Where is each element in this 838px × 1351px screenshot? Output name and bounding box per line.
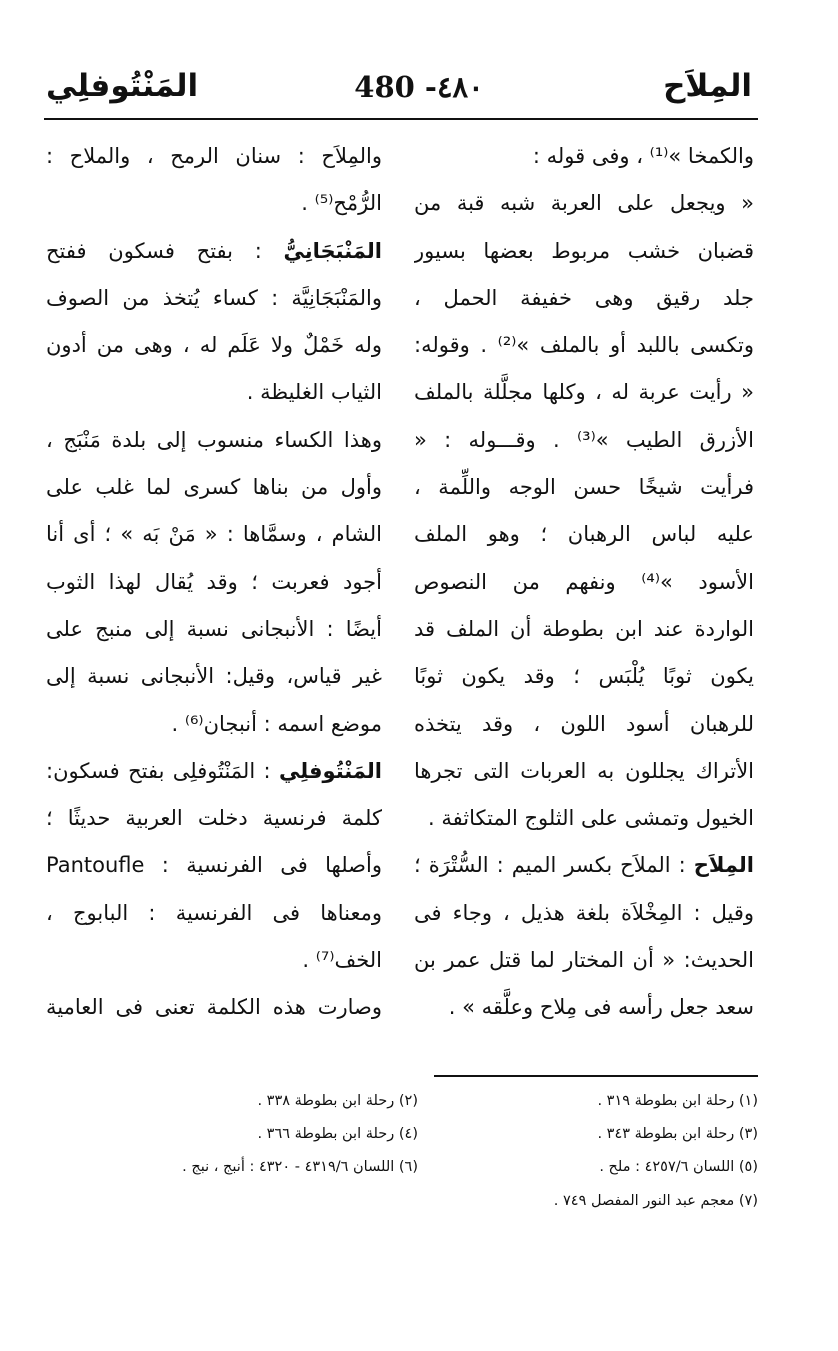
line-text: : الملاَح بكسر الميم : السُّتْرَة ؛ <box>414 853 694 878</box>
line-text: ومعناها فى الفرنسية : البابوج ، <box>46 900 382 925</box>
footnote-2: (٢) رحلة ابن بطوطة ٣٣٨ . <box>257 1093 418 1109</box>
line-text: موضع اسمه : أنبجان⁽⁶⁾ . <box>171 711 382 736</box>
page-number: 480 -٤٨٠ <box>354 70 484 104</box>
footnote-1: (١) رحلة ابن بطوطة ٣١٩ . <box>597 1093 758 1109</box>
line-text: الخف⁽⁷⁾ . <box>302 948 382 973</box>
text-line <box>46 322 382 369</box>
line-text: وصارت هذه الكلمة تعنى فى العامية <box>46 995 382 1020</box>
text-line <box>46 890 382 937</box>
line-text: الأزرق الطيب »⁽³⁾ . وقـــوله : « <box>414 427 754 452</box>
text-line <box>46 369 382 416</box>
line-text: كلمة فرنسية دخلت العربية حديثًا ؛ <box>46 806 382 831</box>
footnote-7: (٧) معجم عبد النور المفصل ٧٤٩ . <box>553 1193 758 1209</box>
text-line <box>46 559 382 606</box>
text-line <box>414 984 754 1031</box>
text-line <box>414 133 754 180</box>
text-line <box>414 890 754 937</box>
line-text: الشام ، وسمَّاها : « مَنْ بَه » ؛ أى أنا <box>46 522 382 547</box>
text-line <box>414 180 754 227</box>
text-line <box>414 842 754 889</box>
line-text: وتكسى باللبد أو بالملف »⁽²⁾ . وقوله: <box>414 333 754 358</box>
entry-headword: المَنْبَجَانِيُّ <box>283 238 382 263</box>
line-text: الخيول وتمشى على الثلوج المتكاثفة . <box>428 806 754 831</box>
line-text: الأتراك يجللون به العربات التى تجرها <box>414 758 754 783</box>
line-text: وأول من بناها كسرى لما غلب على <box>46 475 382 500</box>
text-line <box>414 322 754 369</box>
text-line <box>46 133 382 180</box>
text-line <box>46 417 382 464</box>
line-text: الرُّمْح⁽⁵⁾ . <box>301 191 382 216</box>
line-text: قضبان خشب مربوط بعضها بسيور <box>414 238 754 263</box>
line-text: والمَنْبَجَانِيَّة : كساء يُتخذ من الصوف <box>46 285 382 310</box>
text-column-left <box>46 133 382 1032</box>
footnote-4: (٤) رحلة ابن بطوطة ٣٦٦ . <box>257 1126 418 1142</box>
line-text: وقيل : المِخْلاَة بلغة هذيل ، وجاء فى <box>414 900 754 925</box>
entry-headword: المَنْتُوفلِي <box>278 758 382 783</box>
text-line <box>46 653 382 700</box>
header-rule <box>44 118 758 120</box>
text-line <box>414 511 754 558</box>
text-line <box>46 180 382 227</box>
line-text: فرأيت شيخًا حسن الوجه واللِّمة ، <box>414 475 754 500</box>
footnote-5: (٥) اللسان ٤٢٥٧/٦ : ملح . <box>599 1159 758 1175</box>
text-line <box>46 748 382 795</box>
text-line <box>46 984 382 1031</box>
footnote-6: (٦) اللسان ٤٣١٩/٦ - ٤٣٢٠ : أنبج ، نبج . <box>182 1159 418 1175</box>
text-line <box>414 228 754 275</box>
text-line <box>414 559 754 606</box>
line-text: : بفتح فسكون ففتح <box>46 238 284 263</box>
text-line <box>414 653 754 700</box>
text-line <box>414 748 754 795</box>
text-line <box>46 511 382 558</box>
text-line <box>46 842 382 889</box>
text-line <box>46 228 382 275</box>
line-text: أيضًا : الأنبجانى نسبة إلى منبج على <box>46 616 382 641</box>
line-text: أجود فعربت ؛ وقد يُقال لهذا الثوب <box>46 569 382 594</box>
header-right-entry-word: المِلاَح <box>663 68 752 104</box>
text-column-right <box>414 133 754 1032</box>
line-text: والكمخا »⁽¹⁾ ، وفى قوله : <box>532 144 754 168</box>
header-left-entry-word: المَنْتُوفلِي <box>46 68 199 104</box>
line-text: سعد جعل رأسه فى مِلاح وعلَّقه » . <box>448 995 754 1020</box>
text-line <box>46 464 382 511</box>
text-line <box>46 701 382 748</box>
text-line <box>414 464 754 511</box>
line-text: : المَنْتُوفلِى بفتح فسكون: <box>46 758 279 783</box>
line-text: الأسود »⁽⁴⁾ ونفهم من النصوص <box>414 569 754 594</box>
line-text: « ويجعل على العربة شبه قبة من <box>414 191 754 216</box>
text-line <box>414 795 754 842</box>
line-text: جلد رقيق وهى خفيفة الحمل ، <box>414 285 754 310</box>
line-text: عليه لباس الرهبان ؛ وهو الملف <box>414 522 754 547</box>
text-line <box>414 606 754 653</box>
text-line <box>46 937 382 984</box>
text-line <box>414 417 754 464</box>
line-text: « رأيت عربة له ، وكلها مجلَّلة بالملف <box>414 380 754 405</box>
line-text: وأصلها فى الفرنسية : Pantoufle <box>46 853 382 878</box>
line-text: للرهبان أسود اللون ، وقد يتخذه <box>414 711 754 736</box>
line-text: يكون ثوبًا يُلْبَس ؛ وقد يكون ثوبًا <box>414 664 754 689</box>
line-text: غير قياس، وقيل: الأنبجانى نسبة إلى <box>46 664 382 689</box>
footnote-rule <box>434 1075 758 1077</box>
line-text: وله خَمْلٌ ولا عَلَم له ، وهى من أدون <box>46 333 382 358</box>
footnote-3: (٣) رحلة ابن بطوطة ٣٤٣ . <box>597 1126 758 1142</box>
text-line <box>46 606 382 653</box>
text-line <box>414 369 754 416</box>
line-text: الحديث: « أن المختار لما قتل عمر بن <box>414 948 754 973</box>
text-line <box>414 701 754 748</box>
line-text: الواردة عند ابن بطوطة أن الملف قد <box>414 616 754 641</box>
text-line <box>414 275 754 322</box>
text-line <box>414 937 754 984</box>
text-line <box>46 275 382 322</box>
entry-headword: المِلاَح <box>693 853 754 878</box>
line-text: الثياب الغليظة . <box>246 380 382 405</box>
line-text: وهذا الكساء منسوب إلى بلدة مَنْبَج ، <box>46 427 382 452</box>
line-text: والمِلاَح : سنان الرمح ، والملاح : <box>46 144 382 168</box>
text-line <box>46 795 382 842</box>
